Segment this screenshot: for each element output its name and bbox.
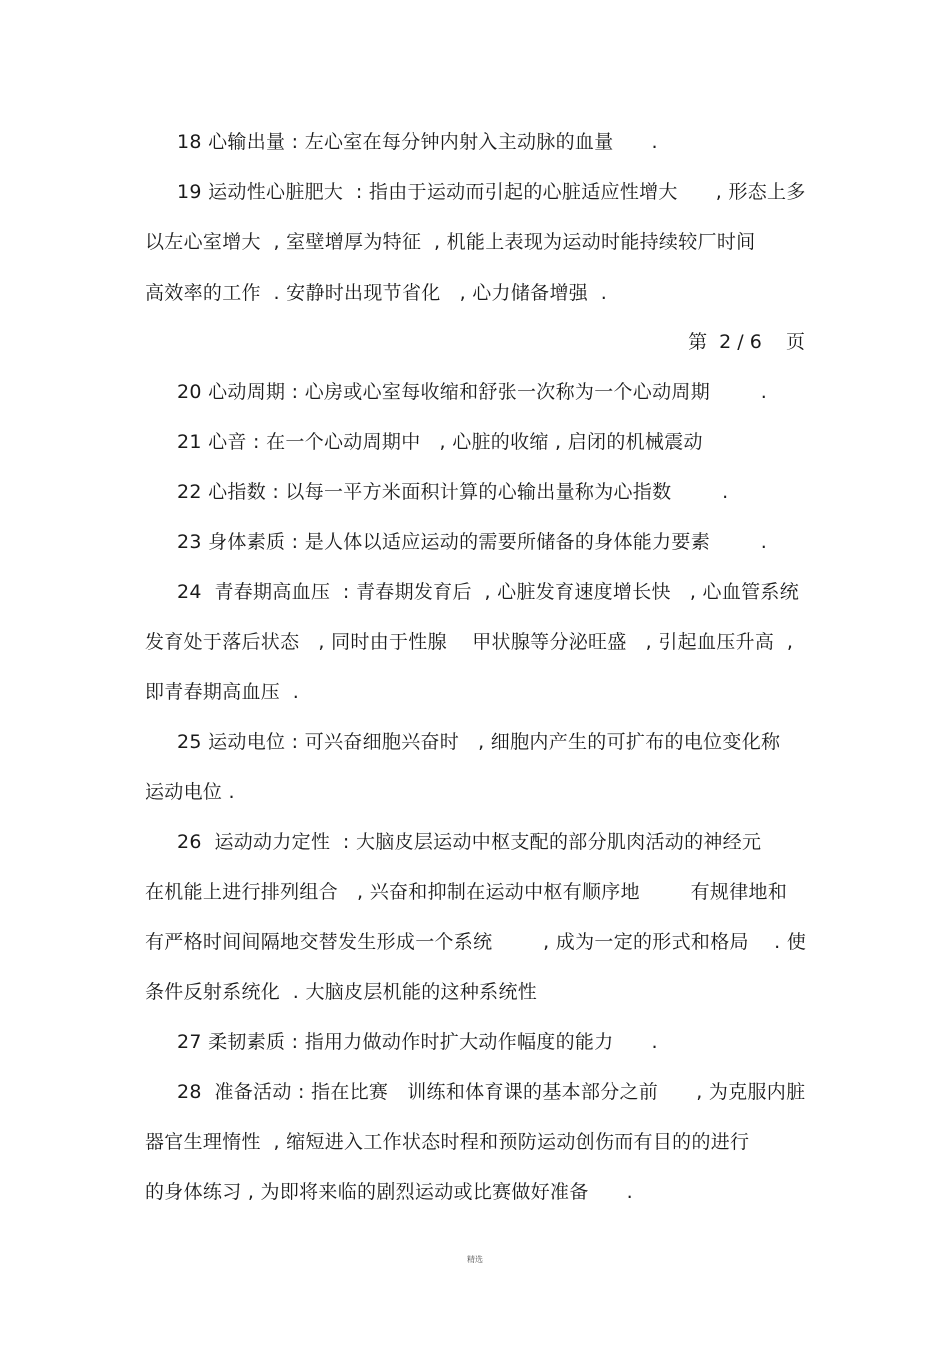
paragraph-23: 23 身体素质 : 是人体以适应运动的需要所储备的身体能力要素 . [177, 531, 768, 553]
paragraph-19-line-3: 高效率的工作 . 安静时出现节省化 , 心力储备增强 . [145, 282, 608, 304]
paragraph-26-line-3: 有严格时间间隔地交替发生形成一个系统 , 成为一定的形式和格局 . 使 [145, 931, 807, 953]
paragraph-19-line-1: 19 运动性心脏肥大 : 指由于运动而引起的心脏适应性增大 , 形态上多 [177, 181, 806, 203]
paragraph-18: 18 心输出量 : 左心室在每分钟内射入主动脉的血量 . [177, 131, 658, 153]
paragraph-24-line-2: 发育处于落后状态 , 同时由于性腺 甲状腺等分泌旺盛 , 引起血压升高 , [145, 631, 794, 653]
paragraph-28-line-2: 器官生理惰性 , 缩短进入工作状态时程和预防运动创伤而有目的的进行 [145, 1131, 750, 1153]
paragraph-26-line-1: 26 运动动力定性 : 大脑皮层运动中枢支配的部分肌肉活动的神经元 [177, 831, 762, 853]
paragraph-28-line-1: 28 准备活动 : 指在比赛 训练和体育课的基本部分之前 , 为克服内脏 [177, 1081, 806, 1103]
footer-label: 精选 [467, 1255, 483, 1264]
paragraph-22: 22 心指数 : 以每一平方米面积计算的心输出量称为心指数 . [177, 481, 729, 503]
paragraph-20: 20 心动周期 : 心房或心室每收缩和舒张一次称为一个心动周期 . [177, 381, 768, 403]
paragraph-26-line-2: 在机能上进行排列组合 , 兴奋和抑制在运动中枢有顺序地 有规律地和 [145, 881, 788, 903]
paragraph-21: 21 心音 : 在一个心动周期中 , 心脏的收缩 , 启闭的机械震动 [177, 431, 703, 453]
paragraph-26-line-4: 条件反射系统化 . 大脑皮层机能的这种系统性 [145, 981, 538, 1003]
page-number: 第 2 / 6 页 [688, 331, 805, 353]
paragraph-24-line-1: 24 青春期高血压 : 青春期发育后 , 心脏发育速度增长快 , 心血管系统 [177, 581, 800, 603]
paragraph-25-line-1: 25 运动电位 : 可兴奋细胞兴奋时 , 细胞内产生的可扩布的电位变化称 [177, 731, 781, 753]
paragraph-19-line-2: 以左心室增大 , 室壁增厚为特征 , 机能上表现为运动时能持续较厂时间 [145, 231, 756, 253]
paragraph-25-line-2: 运动电位 . [145, 781, 235, 803]
paragraph-24-line-3: 即青春期高血压 . [145, 681, 300, 703]
paragraph-28-line-3: 的身体练习 , 为即将来临的剧烈运动或比赛做好准备 . [145, 1181, 633, 1203]
paragraph-27: 27 柔韧素质 : 指用力做动作时扩大动作幅度的能力 . [177, 1031, 658, 1053]
